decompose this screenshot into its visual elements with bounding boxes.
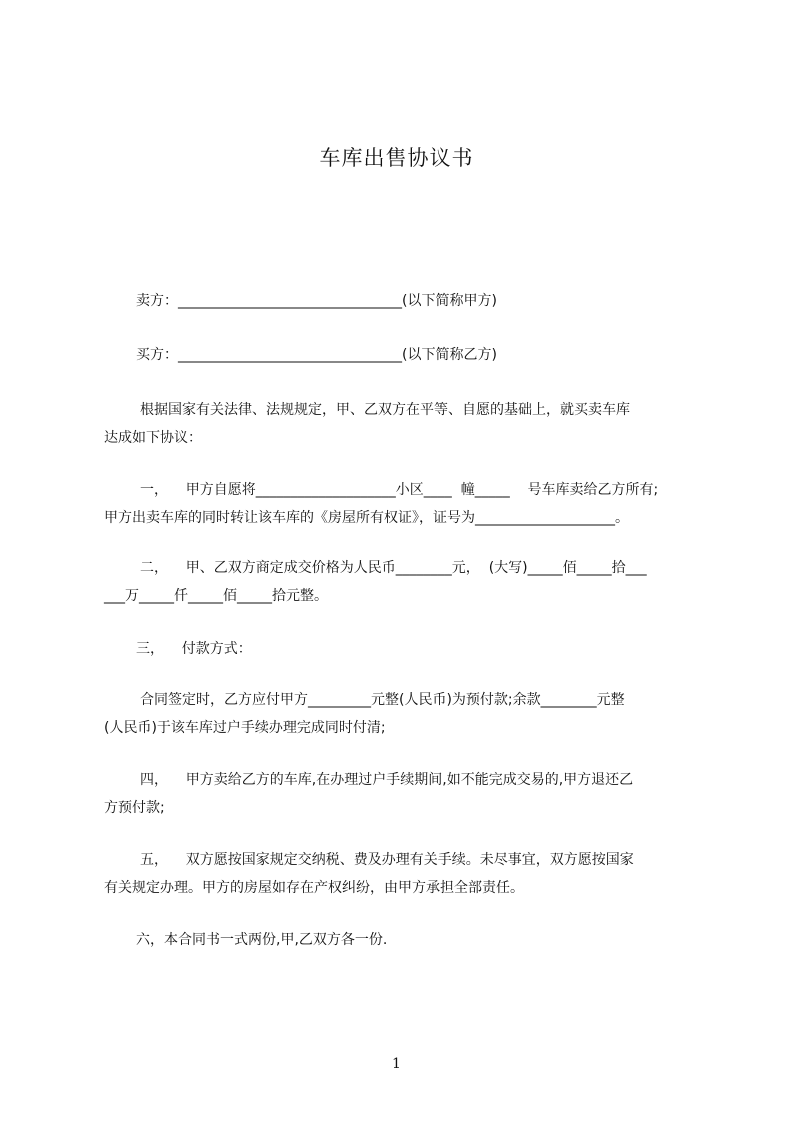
page-number: 1 xyxy=(392,1056,401,1072)
clause-3-line: 三， 付款方式： xyxy=(136,641,252,657)
intro-line-1: 根据国家有关法律、法规规定，甲、乙双方在平等、自愿的基础上，就买卖车库 xyxy=(140,402,630,418)
seller-line: 卖方：________________________________(以下简称甲方) xyxy=(136,293,497,309)
clause-5-line-2: 有关规定办理。甲方的房屋如存在产权纠纷，由甲方承担全部责任。 xyxy=(104,880,524,896)
intro-line-2: 达成如下协议： xyxy=(104,430,202,446)
buyer-line: 买方：________________________________(以下简称乙方) xyxy=(136,347,497,363)
clause-2-line-2: ___万_____仟_____佰_____拾元整。 xyxy=(104,588,328,604)
clause-6-line: 六，本合同书一式两份,甲,乙双方各一份. xyxy=(136,932,388,948)
clause-4-line-1: 四， 甲方卖给乙方的车库,在办理过户手续期间,如不能完成交易的,甲方退还乙 xyxy=(140,772,634,788)
clause-2-line-1: 二， 甲、乙双方商定成交价格为人民币________元， (大写)_____佰_____拾___ xyxy=(140,560,647,576)
payment-line-1: 合同签定时，乙方应付甲方_________元整(人民币)为预付款;余款________元整 xyxy=(140,692,625,708)
payment-line-2: (人民币)于该车库过户手续办理完成同时付清; xyxy=(104,720,386,736)
clause-5-line-1: 五， 双方愿按国家规定交纳税、费及办理有关手续。未尽事宜，双方愿按国家 xyxy=(140,852,634,868)
clause-1-line-2: 甲方出卖车库的同时转让该车库的《房屋所有权证》，证号为____________________。 xyxy=(104,510,629,526)
clause-1-line-1: 一， 甲方自愿将____________________小区____ 幢_____ 号车库卖给乙方所有; xyxy=(140,482,659,498)
clause-4-line-2: 方预付款; xyxy=(104,800,165,816)
page-title: 车库出售协议书 xyxy=(319,146,474,170)
